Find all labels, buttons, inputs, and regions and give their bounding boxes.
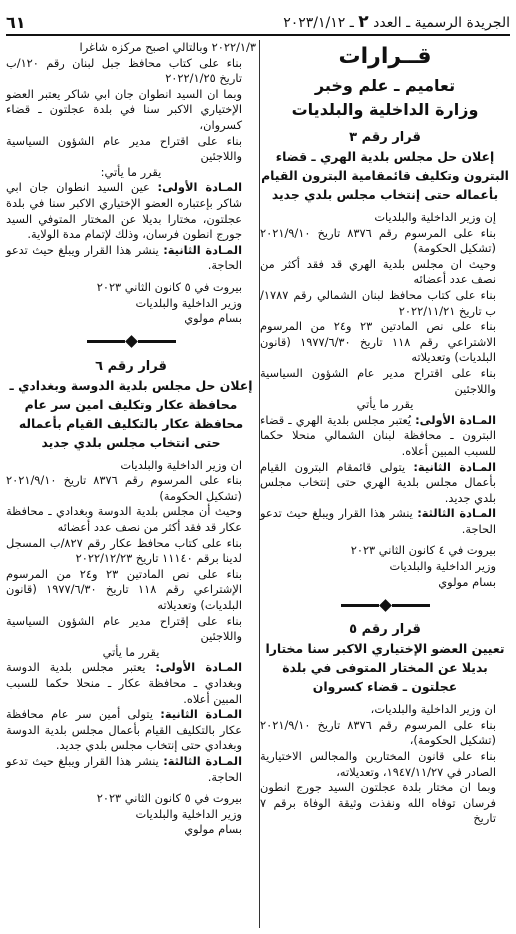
- decision-paragraph: بناء على كتاب محافظ لبنان الشمالي رقم ١٧٨٧/ب تاريخ ٢٠٢٢/١١/٢١: [260, 287, 496, 318]
- article-2: [6, 243, 256, 274]
- minister-name: بسام مولوي: [438, 574, 496, 589]
- decision-paragraph: وبما ان مختار بلدة عجلتون السيد جورج انطون فرسان توفاه الله ونفذت وثيقة الوفاة برقم ٧ تاريخ: [260, 780, 496, 826]
- minister-name: بسام مولوي: [184, 311, 242, 326]
- section-separator: [6, 333, 256, 351]
- gazette-name: الجريدة الرسمية ـ العدد: [368, 15, 510, 31]
- decision-paragraph: ان وزير الداخلية والبلديات،: [370, 702, 496, 717]
- signature-date: بيروت في ٥ كانون الثاني ٢٠٢٣: [96, 791, 242, 806]
- article-label: المـادة الثانية:: [413, 459, 496, 474]
- decision-heading: إعلان حل مجلس بلدية الدوسة وبغدادي ـ محافظة عكار وتكليف امين سر عام محافظة عكار بالتكليف القيام بأعماله حتى انتخاب مجلس بلدي جديد: [9, 377, 253, 450]
- signature-date: بيروت في ٥ كانون الثاني ٢٠٢٣: [96, 279, 242, 294]
- article-text: ينشر هذا القرار ويبلغ حيث تدعو الحاجة.: [6, 242, 242, 273]
- decision-number: قرار رقم ٣: [349, 130, 421, 145]
- minister-title: وزير الداخلية والبلديات: [135, 295, 242, 310]
- article-text: عين السيد انطوان جان ابي شاكر بإعتباره العضو الإختياري الاكبر سنا في بلدة عجلتون، مختارا بديلا عن المختار المتوفي السيد جورج انطون فرسان، وذلك لإتمام مدة الولاية.: [6, 180, 242, 242]
- article-text: يتولى قائمقام البترون القيام بأعمال مجلس بلدية الهري حتى إنتخاب مجلس بلدي جديد.: [260, 459, 496, 505]
- page-header: [6, 6, 510, 32]
- decision-paragraph: بناء على قانون المختارين والمجالس الاختيارية الصادر في ١٩٤٧/١١/٢٧، وتعديلاته،: [260, 749, 496, 779]
- decision-number: قرار رقم ٦: [95, 358, 167, 374]
- decision-heading: إعلان حل مجلس بلدية الهري ـ قضاء البترون وتكليف قائمقامية البترون القيام بأعماله حتى إنتخاب مجلس بلدي جديد: [261, 149, 509, 202]
- article-label: المـادة الثالثة:: [163, 753, 242, 768]
- decision-paragraph: بناء على إقتراح مدير عام الشؤون السياسية واللاجئين: [6, 613, 242, 644]
- decision-number: قرار رقم ٥: [349, 622, 421, 638]
- article-label: المـادة الثانية:: [160, 707, 242, 722]
- article-2: [6, 707, 256, 754]
- decision-paragraph: ان وزير الداخلية والبلديات: [120, 457, 242, 472]
- decides-line: يقرر ما يأتي: [356, 397, 414, 412]
- decision-paragraph: بناء على المرسوم رقم ٨٣٧٦ تاريخ ٢٠٢١/٩/١٠ (تشكيل الحكومة)،: [260, 717, 497, 748]
- decision-paragraph: بناء على نص المادتين ٢٣ و٢٤ من المرسوم الاشتراعي رقم ١١٨ تاريخ ١٩٧٧/٦/٣٠ (قانون البلديات) وتعديلاته: [260, 319, 497, 365]
- article-1: [6, 180, 256, 242]
- right-column: [260, 40, 510, 827]
- decides-line: يقرر ما يأتي: [102, 644, 160, 659]
- article-text: يُعتبر مجلس بلدية الهري ـ قضاء البترون ـ محافظة لبنان الشمالي منحلا حكما للسبب المبين أعلاه.: [260, 412, 496, 458]
- section-title: قــرارات: [338, 44, 432, 69]
- decision-paragraph: بناء على المرسوم رقم ٨٣٧٦ تاريخ ٢٠٢١/٩/١٠ (تشكيل الحكومة): [260, 225, 497, 256]
- decision-paragraph: إن وزير الداخلية والبلديات: [374, 210, 496, 224]
- decision-paragraph: وحيث ان مجلس بلدية الهري قد فقد أكثر من نصف عدد أعضائه: [260, 256, 496, 287]
- decision-paragraph: بناء على نص المادتين ٢٣ و٢٤ من المرسوم الإشتراعي رقم ١١٨ تاريخ ١٩٧٧/٦/٣٠ (قانون البلديات) وتعديلاته: [6, 566, 243, 613]
- issue-number: ٢: [358, 12, 369, 32]
- signature-date: بيروت في ٤ كانون الثاني ٢٠٢٣: [350, 543, 496, 558]
- article-label: المـادة الأولى:: [415, 412, 496, 427]
- article-text: يعتبر مجلس بلدية الدوسة وبغدادي ـ محافظة عكار ـ منحلا حكما للسبب المبين أعلاه.: [6, 660, 242, 706]
- page-number: ٦١: [6, 13, 26, 32]
- decision-paragraph: بناء على كتاب محافظ عكار رقم ٨٢٧/ب المسجل لدينا برقم ١١١٤٠ تاريخ ٢٠٢٢/١٢/٢٣: [6, 535, 243, 566]
- minister-title: وزير الداخلية والبلديات: [389, 559, 496, 574]
- section-subtitle: تعاميم ـ علم وخبر: [314, 76, 456, 95]
- decision-heading: تعيين العضو الإختياري الاكبر سنا مختارا بديلا عن المختار المتوفى في بلدة عجلتون ـ قضاء كسروان: [265, 641, 505, 695]
- article-1: [260, 413, 510, 460]
- article-label: المـادة الثالثة:: [417, 506, 496, 521]
- left-column: [6, 40, 256, 838]
- decision-paragraph: بناء على كتاب محافظ جبل لبنان رقم ١٢٠/ب تاريخ ٢٠٢٢/١/٢٥: [6, 55, 242, 86]
- issue-date: ـ ٢٠٢٣/١/١٢: [283, 15, 359, 31]
- article-3: [6, 754, 256, 785]
- minister-title: وزير الداخلية والبلديات: [135, 806, 242, 821]
- ministry-title: وزارة الداخلية والبلديات: [291, 100, 479, 119]
- decision-paragraph: بناء على اقتراح مدير عام الشؤون السياسية واللاجئين: [260, 365, 496, 396]
- header-rule: [6, 34, 510, 36]
- article-label: المـادة الأولى:: [155, 660, 242, 675]
- section-separator: [260, 596, 510, 614]
- article-text: ينشر هذا القرار ويبلغ حيث تدعو الحاجة.: [260, 506, 496, 536]
- article-label: المـادة الثانية:: [163, 242, 242, 257]
- article-2: [260, 460, 510, 507]
- decides-line: يقرر ما يأتي:: [100, 164, 162, 179]
- decision-paragraph: وحيث أن مجلس بلدية الدوسة وبغدادي ـ محافظة عكار قد فقد أكثر من نصف عدد أعضائه: [6, 504, 242, 535]
- decision-paragraph: ٢٠٢٢/١/٣ وبالتالي اصبح مركزه شاغرا: [79, 40, 256, 54]
- article-1: [6, 660, 256, 707]
- gazette-title: [283, 12, 510, 32]
- decision-paragraph: بناء على اقتراح مدير عام الشؤون السياسية واللاجئين: [6, 133, 242, 164]
- article-text: ينشر هذا القرار ويبلغ حيث تدعو الحاجة.: [6, 753, 242, 784]
- decision-paragraph: وبما ان السيد انطوان جان ابي شاكر يعتبر العضو الإختياري الاكبر سنا في بلدة عجلتون ـ قضاء كسروان،: [6, 86, 242, 132]
- article-3: [260, 506, 510, 537]
- article-text: يتولى أمين سر عام محافظة عكار بالتكليف القيام بأعمال مجلس بلدية الدوسة وبغدادي حتى إنتخاب مجلس بلدي جديد.: [6, 707, 242, 753]
- decision-paragraph: بناء على المرسوم رقم ٨٣٧٦ تاريخ ٢٠٢١/٩/١٠ (تشكيل الحكومة): [6, 473, 243, 503]
- minister-name: بسام مولوي: [184, 822, 242, 837]
- article-label: المـادة الأولى:: [157, 180, 242, 195]
